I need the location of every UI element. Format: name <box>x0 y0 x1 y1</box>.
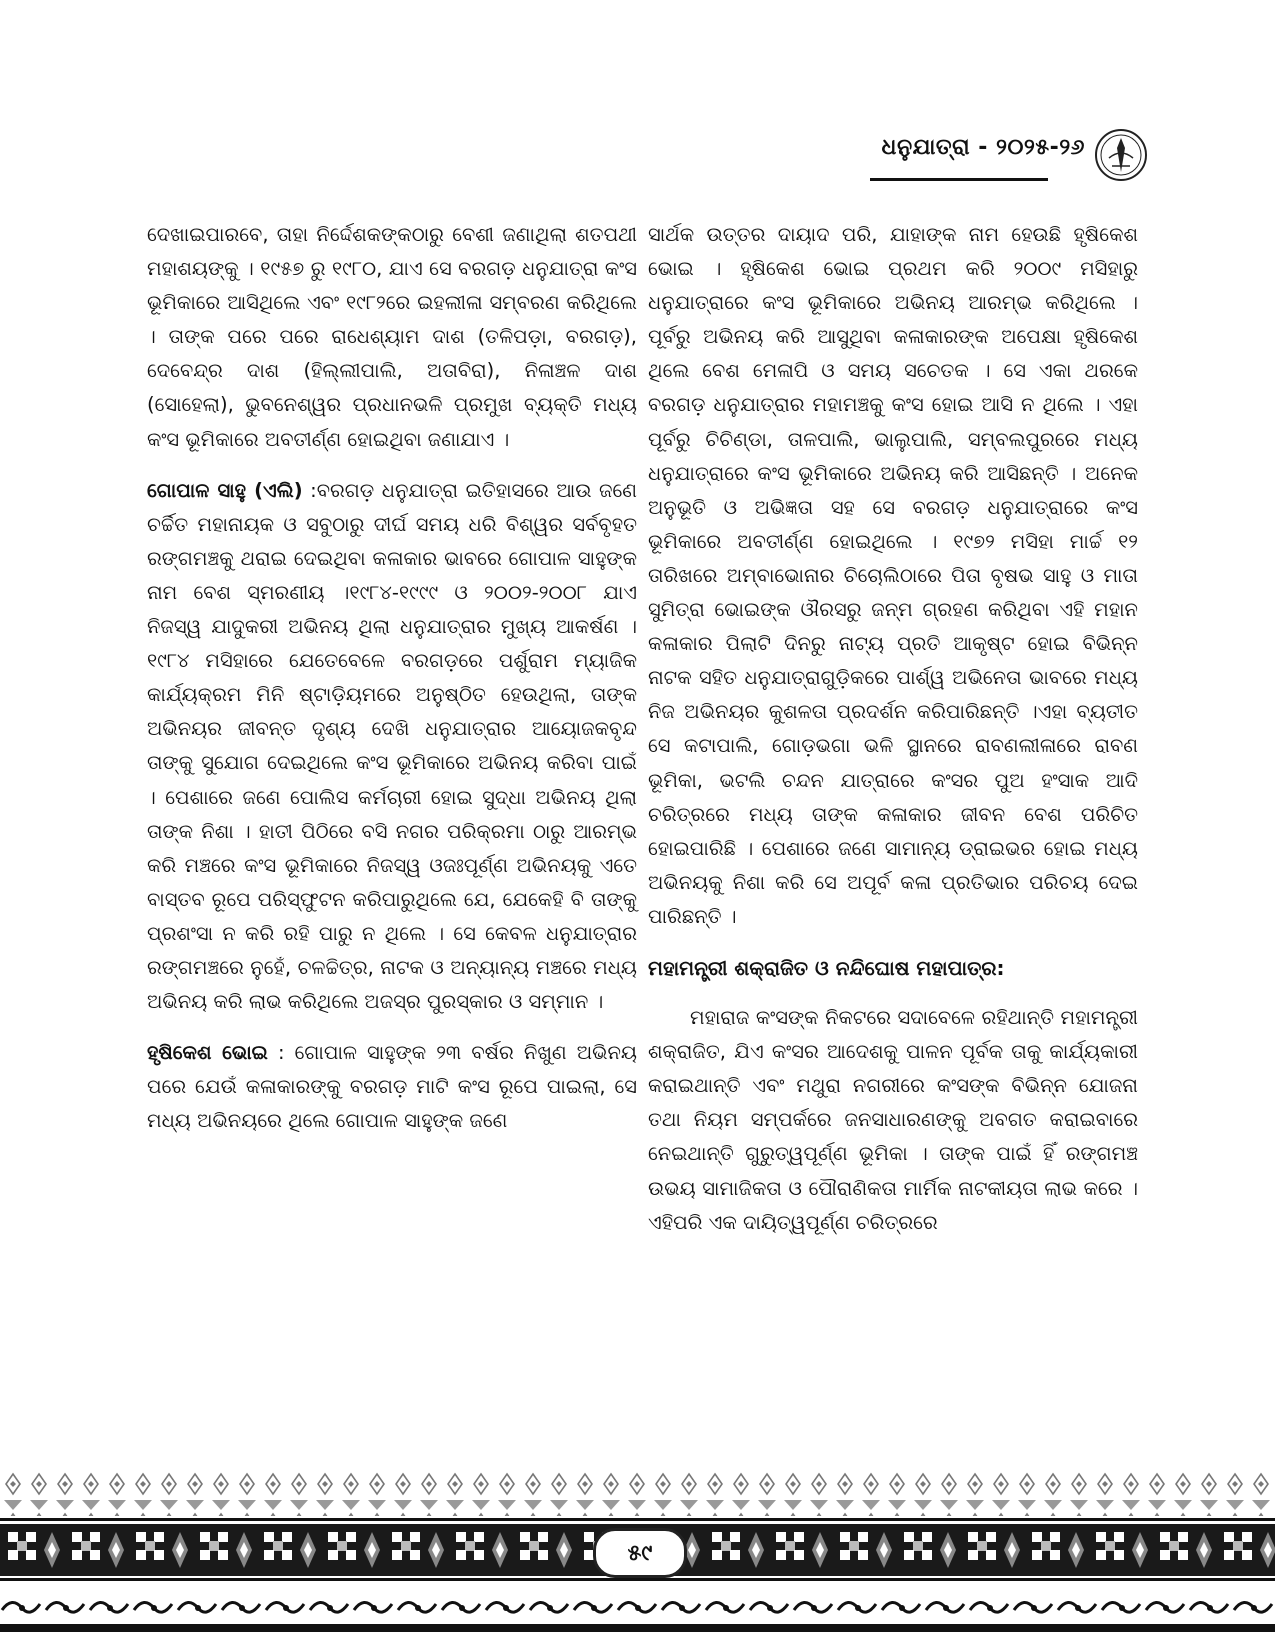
emblem-seal-icon <box>1094 128 1148 182</box>
left-column <box>147 218 637 1155</box>
paragraph-lead: ଗୋପାଳ ସାହୁ (ଏଲି) <box>147 478 303 502</box>
paragraph-lead: ହୃଷିକେଶ ଭୋଇ <box>147 1041 268 1065</box>
running-header-title: ଧନୁଯାତ୍ରା - ୨୦୨୫-୨୬ <box>881 135 1085 160</box>
header-rule <box>870 178 1048 181</box>
paragraph <box>147 1036 637 1138</box>
paragraph <box>147 474 637 1020</box>
paragraph-body: :ବରଗଡ଼ ଧନୁଯାତ୍ରା ଇତିହାସରେ ଆଉ ଜଣେ ଚର୍ଚ୍ଚିତ ମହାନାୟକ ଓ ସବୁଠାରୁ ଦୀର୍ଘ ସମୟ ଧରି ବିଶ୍ୱର ସର୍ବବୃହତ ରଙ୍ଗମଞ୍ଚକୁ ଥରାଇ ଦେଇଥିବା କଳାକାର ଭାବରେ ଗୋପାଳ ସାହୁଙ୍କ ନାମ ବେଶ ସ୍ମରଣୀୟ ।୧୯୮୪-୧୯୯୯ ଓ ୨୦୦୨-୨୦୦୮ ଯାଏ ନିଜସ୍ୱ ଯାଦୁକରୀ ଅଭିନୟ ଥିଲା ଧନୁଯାତ୍ରାର ମୁଖ୍ୟ ଆକର୍ଷଣ । ୧୯୮୪ ମସିହାରେ ଯେତେବେଳେ ବରଗଡ଼ରେ ପର୍ଶୁରାମ ମ୍ୟାଜିକ କାର୍ଯ୍ୟକ୍ରମ ମିନି ଷ୍ଟାଡ଼ିୟମରେ ଅନୁଷ୍ଠିତ ହେଉଥିଲା, ତାଙ୍କ ଅଭିନୟର ଜୀବନ୍ତ ଦୃଶ୍ୟ ଦେଖି ଧନୁଯାତ୍ରାର ଆୟୋଜକବୃନ୍ଦ ତାଙ୍କୁ ସୁଯୋଗ ଦେଇଥିଲେ କଂସ ଭୂମିକାରେ ଅଭିନୟ କରିବା ପାଇଁ । ପେଶାରେ ଜଣେ ପୋଲିସ କର୍ମଚାରୀ ହୋଇ ସୁଦ୍ଧା ଅଭିନୟ ଥିଲା ତାଙ୍କ ନିଶା । ହାତୀ ପିଠିରେ ବସି ନଗର ପରିକ୍ରମା ଠାରୁ ଆରମ୍ଭ କରି ମଞ୍ଚରେ କଂସ ଭୂମିକାରେ ନିଜସ୍ୱ ଓଜଃପୂର୍ଣ୍ଣ ଅଭିନୟକୁ ଏତେ ବାସ୍ତବ ରୂପେ ପରିସ୍ଫୁଟନ କରିପାରୁଥିଲେ ଯେ, ଯେକେହି ବି ତାଙ୍କୁ ପ୍ରଶଂସା ନ କରି ରହି ପାରୁ ନ ଥିଲେ । ସେ କେବଳ ଧନୁଯାତ୍ରାର ରଙ୍ଗମଞ୍ଚରେ ନୁହେଁ, ଚଳଚ୍ଚିତ୍ର, ନାଟକ ଓ ଅନ୍ୟାନ୍ୟ ମଞ୍ଚରେ ମଧ୍ୟ ଅଭିନୟ କରି ଲାଭ କରିଥିଲେ ଅଜସ୍ର ପୁରସ୍କାର ଓ ସମ୍ମାନ । <box>147 478 637 1014</box>
page-number-badge <box>593 1528 687 1578</box>
page-number: ୫୯ <box>627 1540 653 1566</box>
paragraph: ଦେଖାଇପାରବେ, ତାହା ନିର୍ଦ୍ଦେଶକଙ୍କଠାରୁ ବେଶୀ ଜଣାଥିଲା ଶତପଥୀ ମହାଶୟଙ୍କୁ । ୧୯୫୭ ରୁ ୧୯୮୦, ଯାଏ ସେ ବରଗଡ଼ ଧନୁଯାତ୍ରା କଂସ ଭୂମିକାରେ ଆସିଥିଲେ ଏବଂ ୧୯୮୨ରେ ଇହଲୀଳା ସମ୍ବରଣ କରିଥିଲେ । ତାଙ୍କ ପରେ ପରେ ରାଧେଶ୍ୟାମ ଦାଶ (ତଳିପଡ଼ା, ବରଗଡ଼), ଦେବେନ୍ଦ୍ର ଦାଶ (ହିଲ୍ଲୀପାଲି, ଅତାବିରା), ନିଳାଞ୍ଚଳ ଦାଶ (ସୋହେଲା), ଭୁବନେଶ୍ୱର ପ୍ରଧାନଭଳି ପ୍ରମୁଖ ବ୍ୟକ୍ତି ମଧ୍ୟ କଂସ ଭୂମିକାରେ ଅବତୀର୍ଣ୍ଣ ହୋଇଥିବା ଜଣାଯାଏ । <box>147 223 637 451</box>
running-header <box>882 135 1085 160</box>
paragraph-body: : ଗୋପାଳ ସାହୁଙ୍କ ୨୩ ବର୍ଷର ନିଖୁଣ ଅଭିନୟ ପରେ ଯେଉଁ କଳାକାରଙ୍କୁ ବରଗଡ଼ ମାଟି କଂସ ରୂପେ ପାଇଲା, ସେ ମଧ୍ୟ ଅଭିନୟରେ ଥିଲେ ଗୋପାଳ ସାହୁଙ୍କ ଜଣେ <box>147 1041 638 1133</box>
paragraph: ସାର୍ଥକ ଉତ୍ତର ଦାୟାଦ ପରି, ଯାହାଙ୍କ ନାମ ହେଉଛି ହୃଷିକେଶ ଭୋଇ । ହୃଷିକେଶ ଭୋଇ ପ୍ରଥମ କରି ୨୦୦୯ ମସିହାରୁ ଧନୁଯାତ୍ରାରେ କଂସ ଭୂମିକାରେ ଅଭିନୟ ଆରମ୍ଭ କରିଥିଲେ । ପୂର୍ବରୁ ଅଭିନୟ କରି ଆସୁଥିବା କଳାକାରଙ୍କ ଅପେକ୍ଷା ହୃଷିକେଶ ଥିଲେ ବେଶ ମେଳାପି ଓ ସମୟ ସଚେତକ । ସେ ଏକା ଥରକେ ବରଗଡ଼ ଧନୁଯାତ୍ରାର ମହାମଞ୍ଚକୁ କଂସ ହୋଇ ଆସି ନ ଥିଲେ । ଏହା ପୂର୍ବରୁ ଚିଚିଣ୍ଡା, ତାଳପାଲି, ଭାଲୁପାଲି, ସମ୍ବଲପୁରରେ ମଧ୍ୟ ଧନୁଯାତ୍ରାରେ କଂସ ଭୂମିକାରେ ଅଭିନୟ କରି ଆସିଛନ୍ତି । ଅନେକ ଅନୁଭୂତି ଓ ଅଭିଜ୍ଞତା ସହ ସେ ବରଗଡ଼ ଧନୁଯାତ୍ରାରେ କଂସ ଭୂମିକାରେ ଅବତୀର୍ଣ୍ଣ ହୋଇଥିଲେ । ୧୯୭୨ ମସିହା ମାର୍ଚ୍ଚ ୧୨ ତାରିଖରେ ଅମ୍ବାଭୋନାର ଚିଚୋଲିଠାରେ ପିତା ବୃଷଭ ସାହୁ ଓ ମାତା ସୁମିତ୍ରା ଭୋଇଙ୍କ ଔରସରୁ ଜନ୍ମ ଗ୍ରହଣ କରିଥିବା ଏହି ମହାନ କଳାକାର ପିଲାଟି ଦିନରୁ ନାଟ୍ୟ ପ୍ରତି ଆକୃଷ୍ଟ ହୋଇ ବିଭିନ୍ନ ନାଟକ ସହିତ ଧନୁଯାତ୍ରାଗୁଡ଼ିକରେ ପାର୍ଶ୍ୱ ଅଭିନେତା ଭାବରେ ମଧ୍ୟ ନିଜ ଅଭିନୟର କୁଶଳତା ପ୍ରଦର୍ଶନ କରିପାରିଛନ୍ତି ।ଏହା ବ୍ୟତୀତ ସେ କଟାପାଲି, ଗୋଡ଼ଭଗା ଭଳି ସ୍ଥାନରେ ରାବଣଲୀଳାରେ ରାବଣ ଭୂମିକା, ଭଟଲି ଚନ୍ଦନ ଯାତ୍ରାରେ କଂସର ପୁଅ ହଂସାକ ଆଦି ଚରିତ୍ରରେ ମଧ୍ୟ ତାଙ୍କ କଳାକାର ଜୀବନ ବେଶ ପରିଚିତ ହୋଇପାରିଛି । ପେଶାରେ ଜଣେ ସାମାନ୍ୟ ଡ୍ରାଇଭର ହୋଇ ମଧ୍ୟ ଅଭିନୟକୁ ନିଶା କରି ସେ ଅପୂର୍ବ କଳା ପ୍ରତିଭାର ପରିଚୟ ଦେଇ ପାରିଛନ୍ତି । <box>648 223 1138 928</box>
section-heading: ମହାମନ୍ତ୍ରୀ ଶକ୍ରାଜିତ ଓ ନନ୍ଦିଘୋଷ ମହାପାତ୍ର: <box>648 955 1005 980</box>
paragraph: ମହାରାଜ କଂସଙ୍କ ନିକଟରେ ସଦାବେଳେ ରହିଥାନ୍ତି ମହାମନ୍ତ୍ରୀ ଶକ୍ରାଜିତ, ଯିଏ କଂସର ଆଦେଶକୁ ପାଳନ ପୂର୍ବକ ତାକୁ କାର୍ଯ୍ୟକାରୀ କରାଇଥାନ୍ତି ଏବଂ ମଥୁରା ନଗରୀରେ କଂସଙ୍କ ବିଭିନ୍ନ ଯୋଜନା ତଥା ନିୟମ ସମ୍ପର୍କରେ ଜନସାଧାରଣଙ୍କୁ ଅବଗତ କରାଇବାରେ ନେଇଥାନ୍ତି ଗୁରୁତ୍ୱପୂର୍ଣ୍ଣ ଭୂମିକା । ତାଙ୍କ ପାଇଁ ହିଁ ରଙ୍ଗମଞ୍ଚ ଉଭୟ ସାମାଜିକତା ଓ ପୌରାଣିକତା ମାର୍ମିକ ନାଟକୀୟତା ଲାଭ କରେ । ଏହିପରି ଏକ ଦାୟିତ୍ୱପୂର୍ଣ୍ଣ ଚରିତ୍ରରେ <box>648 1006 1138 1234</box>
right-column <box>648 218 1138 1257</box>
